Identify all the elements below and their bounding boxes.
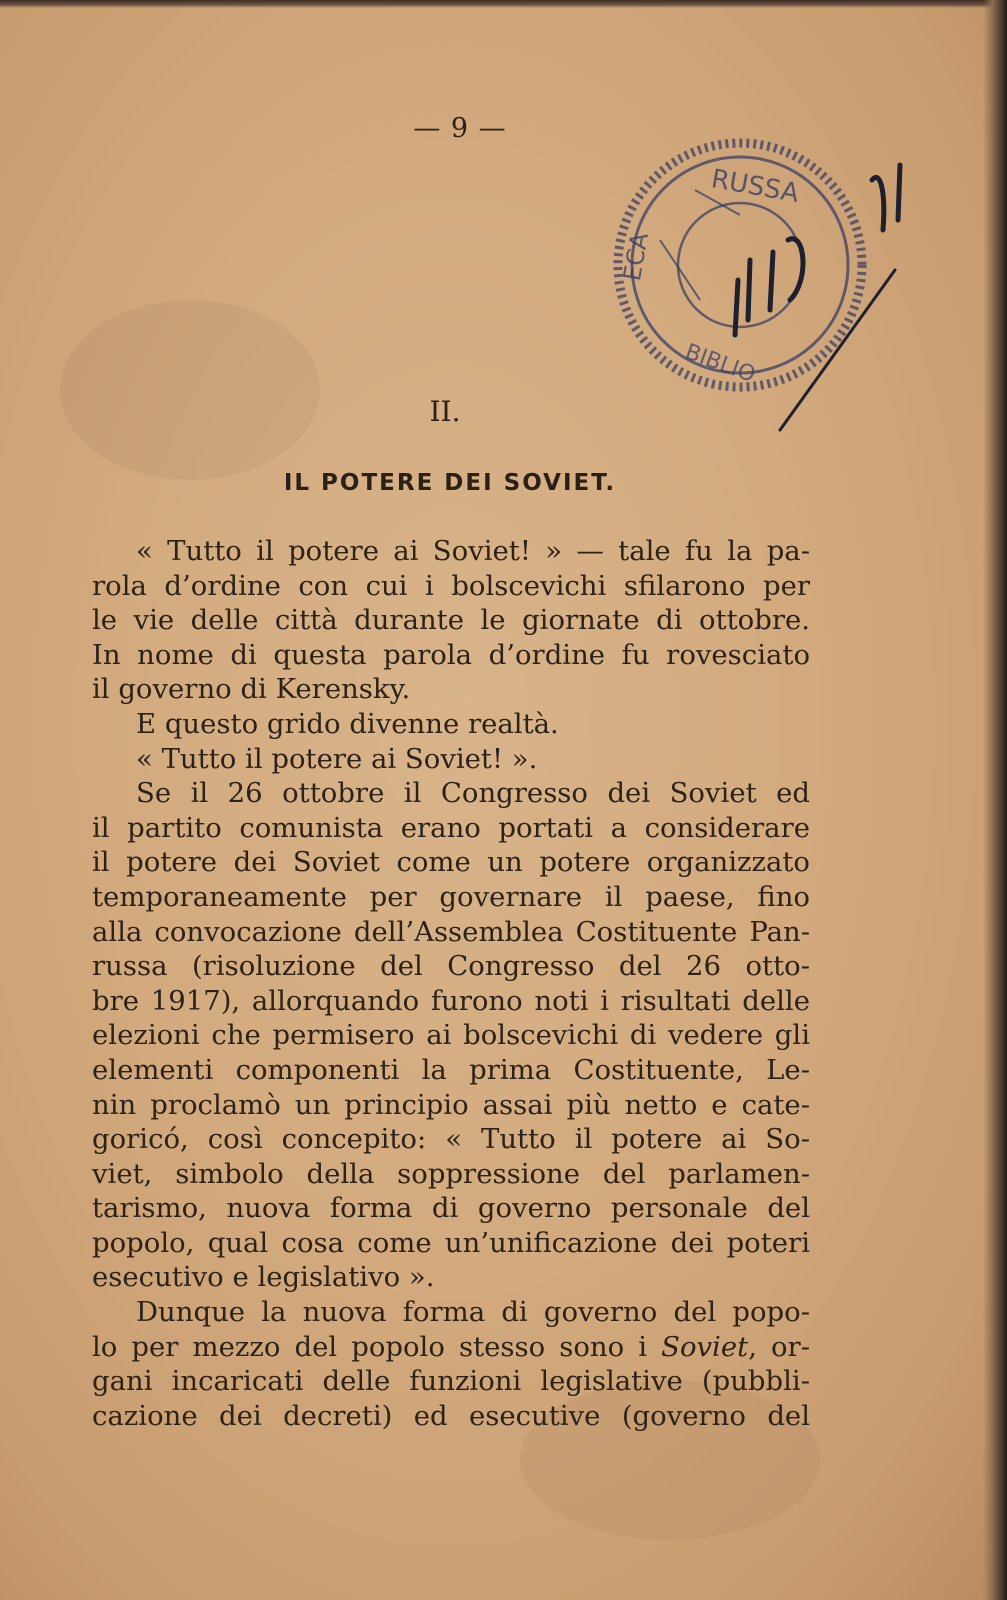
text-line: gani incaricati delle funzioni legislative (pubbli- (92, 1365, 810, 1398)
chapter-title: IL POTERE DEI SOVIET. (283, 470, 617, 496)
page-number: — 9 — (413, 113, 507, 144)
text-line: « Tutto il potere ai Soviet! ». (136, 742, 538, 775)
text-line: il partito comunista erano portati a considerare (92, 811, 810, 844)
text-line: « Tutto il potere ai Soviet! » — tale fu la pa- (136, 535, 810, 567)
text-line: Se il 26 ottobre il Congresso dei Soviet ed (136, 777, 810, 810)
text-line: rola d’ordine con cui i bolscevichi sfilarono per (92, 569, 810, 602)
text-line: le vie delle città durante le giornate di ottobre. (92, 604, 810, 637)
library-stamp-icon (600, 130, 930, 440)
stamp-top-text: RUSSA (708, 164, 802, 209)
text-line: goricó, così concepito: « Tutto il potere ai So- (92, 1123, 810, 1156)
text-line: nin proclamò un principio assai più netto e cate- (92, 1088, 810, 1121)
text-line: esecutivo e legislativo ». (92, 1261, 435, 1294)
text-line: viet, simbolo della soppressione del parlamen- (92, 1157, 810, 1190)
text-line-start: lo per mezzo del popolo stesso sono i (92, 1330, 662, 1363)
text-line: alla convocazione dell’Assemblea Costituente Pan- (92, 915, 810, 948)
chapter-numeral: II. (429, 395, 461, 428)
page-binding-edge (983, 0, 1007, 1600)
text-line: cazione dei decreti) ed esecutive (governo del (92, 1399, 810, 1432)
text-line (92, 1330, 810, 1365)
text-line: il potere dei Soviet come un potere organizzato (92, 846, 810, 879)
text-line: bre 1917), allorquando furono noti i risultati delle (92, 984, 810, 1017)
text-line: tarismo, nuova forma di governo personale del (92, 1192, 810, 1225)
text-line: Dunque la nuova forma di governo del popo- (136, 1296, 810, 1329)
stamp-left-text: ECA (617, 230, 654, 284)
text-line: E questo grido divenne realtà. (136, 707, 559, 740)
text-line: temporaneamente per governare il paese, fino (92, 880, 810, 913)
page-top-edge (0, 0, 1007, 8)
text-line: popolo, qual cosa come un’unificazione dei poteri (92, 1226, 810, 1259)
text-line: il governo di Kerensky. (92, 673, 411, 706)
stamp-bottom-text: BIBLIO (681, 339, 759, 388)
paper-stain (60, 300, 320, 480)
body-text (92, 534, 810, 1433)
text-line: In nome di questa parola d’ordine fu rovesciato (92, 638, 810, 671)
italic-word: Soviet (661, 1330, 749, 1363)
text-line: russa (risoluzione del Congresso del 26 otto- (92, 950, 810, 983)
text-line: elementi componenti la prima Costituente, Le- (92, 1053, 810, 1086)
text-line: elezioni che permisero ai bolscevichi di vedere gli (92, 1019, 810, 1052)
text-line-end: , or- (748, 1330, 810, 1363)
